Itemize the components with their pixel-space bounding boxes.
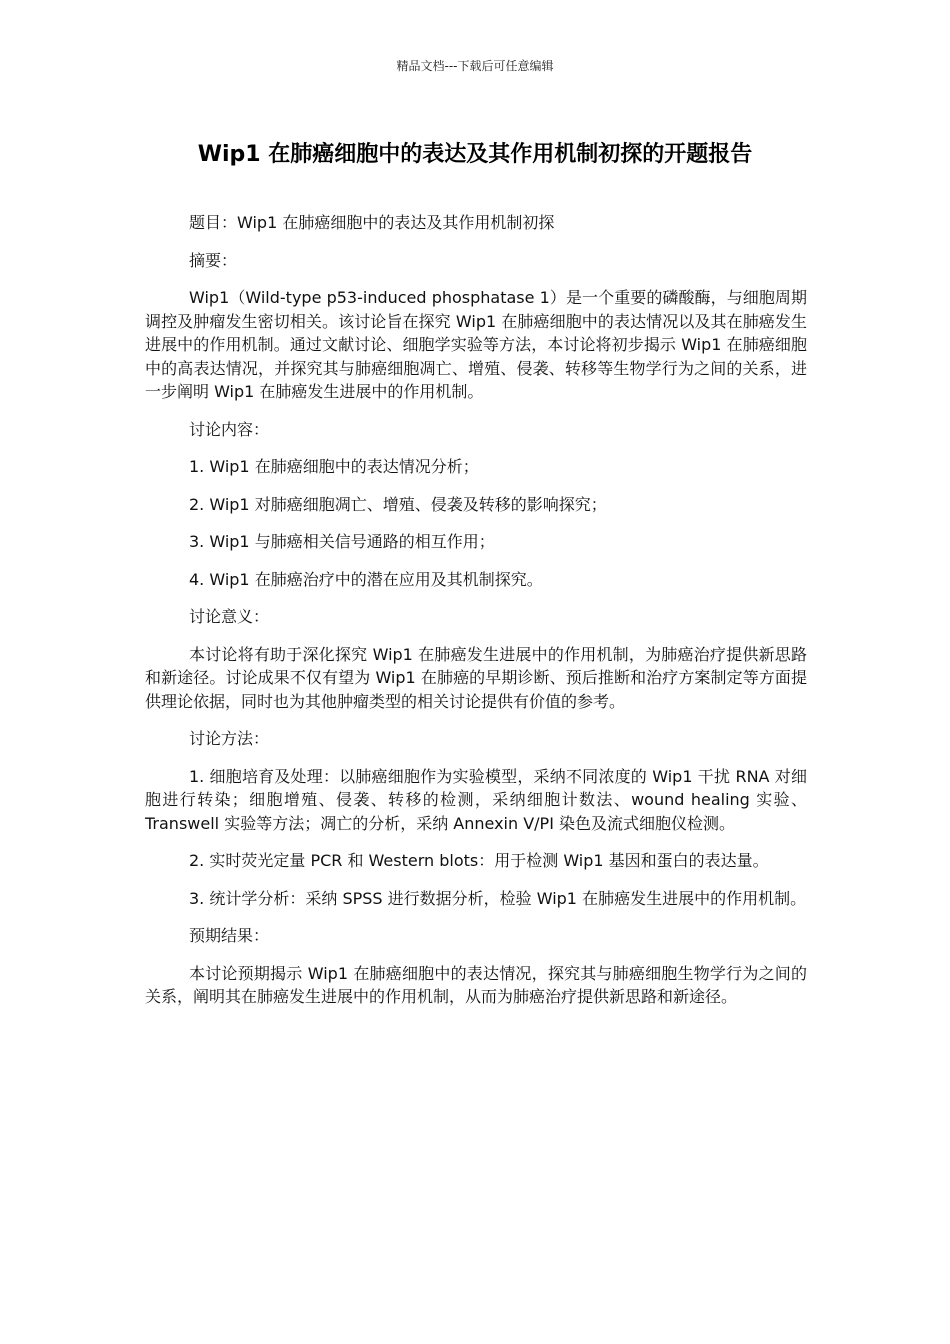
heading-expected-results: 预期结果： bbox=[189, 926, 270, 945]
list-item: 3. 统计学分析：采纳 SPSS 进行数据分析，检验 Wip1 在肺癌发生进展中的作用机制。 bbox=[189, 888, 807, 908]
list-item: 2. Wip1 对肺癌细胞凋亡、增殖、侵袭及转移的影响探究； bbox=[189, 494, 607, 514]
paragraph-expected-results: 本讨论预期揭示 Wip1 在肺癌细胞中的表达情况，探究其与肺癌细胞生物学行为之间的关系，阐明其在肺癌发生进展中的作用机制，从而为肺癌治疗提供新思路和新途径。 bbox=[145, 963, 807, 1006]
heading-methods: 讨论方法： bbox=[189, 729, 270, 748]
document-body bbox=[145, 211, 807, 1023]
paragraph-abstract: Wip1（Wild-type p53-induced phosphatase 1）是一个重要的磷酸酶，与细胞周期调控及肿瘤发生密切相关。该讨论旨在探究 Wip1 在肺癌细胞中的表达情况以及其在肺癌发生进展中的作用机制。通过文献讨论、细胞学实验等方法，本讨论将初步揭示 Wip1 在肺癌细胞中的高表达情况，并探究其与肺癌细胞凋亡、增殖、侵袭、转移等生物学行为之间的关系，进一步阐明 Wip1 在肺癌发生进展中的作用机制。 bbox=[145, 288, 807, 401]
list-item: 1. 细胞培育及处理：以肺癌细胞作为实验模型，采纳不同浓度的 Wip1 干扰 RNA 对细胞进行转染；细胞增殖、侵袭、转移的检测，采纳细胞计数法、wound healing 实验、Transwell 实验等方法；凋亡的分析，采纳 Annexin V/PI 染色及流式细胞仪检测。 bbox=[145, 766, 807, 833]
heading-abstract: 摘要： bbox=[189, 250, 238, 270]
list-item: 4. Wip1 在肺癌治疗中的潜在应用及其机制探究。 bbox=[189, 569, 543, 589]
list-item: 3. Wip1 与肺癌相关信号通路的相互作用； bbox=[189, 532, 495, 551]
list-item: 1. Wip1 在肺癌细胞中的表达情况分析； bbox=[189, 457, 479, 476]
page-header-note: 精品文档---下载后可任意编辑 bbox=[396, 59, 554, 73]
paragraph-topic: 题目：Wip1 在肺癌细胞中的表达及其作用机制初探 bbox=[189, 213, 555, 232]
heading-significance: 讨论意义： bbox=[189, 607, 270, 626]
paragraph-significance: 本讨论将有助于深化探究 Wip1 在肺癌发生进展中的作用机制，为肺癌治疗提供新思路和新途径。讨论成果不仅有望为 Wip1 在肺癌的早期诊断、预后推断和治疗方案制定等方面提供理论依据，同时也为其他肿瘤类型的相关讨论提供有价值的参考。 bbox=[145, 644, 807, 711]
list-item: 2. 实时荧光定量 PCR 和 Western blots：用于检测 Wip1 基因和蛋白的表达量。 bbox=[189, 851, 769, 870]
heading-content: 讨论内容： bbox=[189, 419, 270, 439]
document-title: Wip1 在肺癌细胞中的表达及其作用机制初探的开题报告 bbox=[197, 142, 753, 167]
